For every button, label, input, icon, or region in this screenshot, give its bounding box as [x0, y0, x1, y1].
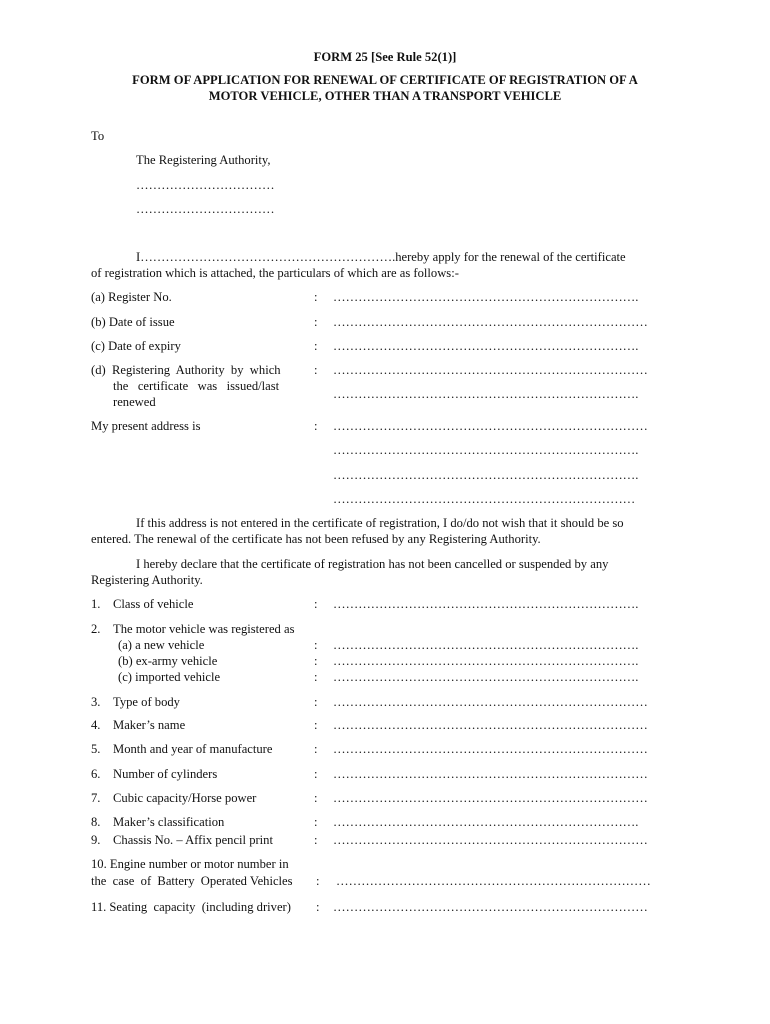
colon: : [314, 315, 318, 329]
class-of-vehicle-label: Class of vehicle [113, 597, 194, 611]
item-number: 2. [91, 622, 101, 636]
makers-classification-label: Maker’s classification [113, 815, 225, 829]
makers-name-field[interactable]: ………………………………………………………………… [333, 718, 648, 732]
to-label: To [91, 129, 105, 143]
form-number: FORM 25 [See Rule 52(1)] [313, 50, 457, 64]
colon: : [314, 654, 318, 668]
chassis-no-label: Chassis No. – Affix pencil print [113, 833, 273, 847]
imported-vehicle-field[interactable]: ………………………………………………………………. [333, 670, 639, 684]
authority-dots-2: …………………………… [136, 202, 275, 216]
makers-classification-field[interactable]: ………………………………………………………………. [333, 815, 639, 829]
month-year-manufacture-field[interactable]: ………………………………………………………………… [333, 742, 648, 756]
seating-capacity-field[interactable]: ………………………………………………………………… [333, 900, 648, 914]
type-of-body-field[interactable]: ………………………………………………………………… [333, 695, 648, 709]
class-of-vehicle-field[interactable]: ………………………………………………………………. [333, 597, 639, 611]
note-2-line2: Registering Authority. [91, 573, 203, 587]
authority-label: The Registering Authority, [136, 153, 271, 167]
cubic-capacity-field[interactable]: ………………………………………………………………… [333, 791, 648, 805]
form-title-line2: MOTOR VEHICLE, OTHER THAN A TRANSPORT VEHICLE [208, 89, 562, 103]
form-title-line1: FORM OF APPLICATION FOR RENEWAL OF CERTIFICATE OF REGISTRATION OF A [132, 73, 638, 87]
present-address-field-2[interactable]: ………………………………………………………………. [333, 443, 639, 457]
makers-name-label: Maker’s name [113, 718, 186, 732]
item-number: 6. [91, 767, 101, 781]
colon: : [314, 695, 318, 709]
type-of-body-label: Type of body [113, 695, 180, 709]
registered-as-label: The motor vehicle was registered as [113, 622, 295, 636]
engine-number-label-1: 10. Engine number or motor number in [91, 857, 289, 871]
colon: : [316, 900, 320, 914]
colon: : [314, 742, 318, 756]
item-number: 5. [91, 742, 101, 756]
colon: : [314, 670, 318, 684]
registering-authority-label-1: (d) Registering Authority by which [91, 363, 281, 377]
note-2-line1: I hereby declare that the certificate of registration has not been cancelled or suspended by any [136, 557, 609, 571]
item-number: 7. [91, 791, 101, 805]
seating-capacity-label: 11. Seating capacity (including driver) [91, 900, 291, 914]
colon: : [316, 874, 320, 888]
present-address-field-1[interactable]: ………………………………………………………………… [333, 419, 648, 433]
colon: : [314, 638, 318, 652]
colon: : [314, 290, 318, 304]
date-of-issue-field[interactable]: ………………………………………………………………… [333, 315, 648, 329]
colon: : [314, 597, 318, 611]
colon: : [314, 791, 318, 805]
item-number: 3. [91, 695, 101, 709]
colon: : [314, 767, 318, 781]
colon: : [314, 718, 318, 732]
date-of-expiry-field[interactable]: ………………………………………………………………. [333, 339, 639, 353]
engine-number-label-2: the case of Battery Operated Vehicles [91, 874, 293, 888]
item-number: 8. [91, 815, 101, 829]
note-1-line1: If this address is not entered in the certificate of registration, I do/do not wish that it should be so [136, 516, 624, 530]
colon: : [314, 833, 318, 847]
number-of-cylinders-label: Number of cylinders [113, 767, 218, 781]
registering-authority-field-1[interactable]: ………………………………………………………………… [333, 363, 648, 377]
ex-army-vehicle-label: (b) ex-army vehicle [118, 654, 218, 668]
registering-authority-label-2: the certificate was issued/last [113, 379, 280, 393]
engine-number-field[interactable]: ………………………………………………………………… [336, 874, 651, 888]
number-of-cylinders-field[interactable]: ………………………………………………………………… [333, 767, 648, 781]
colon: : [314, 419, 318, 433]
registering-authority-label-3: renewed [113, 395, 156, 409]
month-year-manufacture-label: Month and year of manufacture [113, 742, 273, 756]
colon: : [314, 339, 318, 353]
colon: : [314, 815, 318, 829]
item-number: 4. [91, 718, 101, 732]
date-of-expiry-label: (c) Date of expiry [91, 339, 181, 353]
cubic-capacity-label: Cubic capacity/Horse power [113, 791, 257, 805]
colon: : [314, 363, 318, 377]
ex-army-vehicle-field[interactable]: ………………………………………………………………. [333, 654, 639, 668]
item-number: 1. [91, 597, 101, 611]
register-no-field[interactable]: ………………………………………………………………. [333, 290, 639, 304]
new-vehicle-label: (a) a new vehicle [118, 638, 205, 652]
date-of-issue-label: (b) Date of issue [91, 315, 175, 329]
note-1-line2: entered. The renewal of the certificate has not been refused by any Registering Authority. [91, 532, 541, 546]
register-no-label: (a) Register No. [91, 290, 172, 304]
authority-dots-1: …………………………… [136, 178, 275, 192]
item-number: 9. [91, 833, 101, 847]
present-address-label: My present address is [91, 419, 201, 433]
registering-authority-field-2[interactable]: ………………………………………………………………. [333, 387, 639, 401]
chassis-no-field[interactable]: ………………………………………………………………… [333, 833, 648, 847]
intro-line1: I…………………………………………………….hereby apply for the renewal of the certificate [136, 250, 626, 264]
new-vehicle-field[interactable]: ………………………………………………………………. [333, 638, 639, 652]
present-address-field-4[interactable]: ……………………………………………………………… [333, 492, 636, 506]
intro-line2: of registration which is attached, the particulars of which are as follows:- [91, 266, 459, 280]
present-address-field-3[interactable]: ………………………………………………………………. [333, 468, 639, 482]
imported-vehicle-label: (c) imported vehicle [118, 670, 221, 684]
